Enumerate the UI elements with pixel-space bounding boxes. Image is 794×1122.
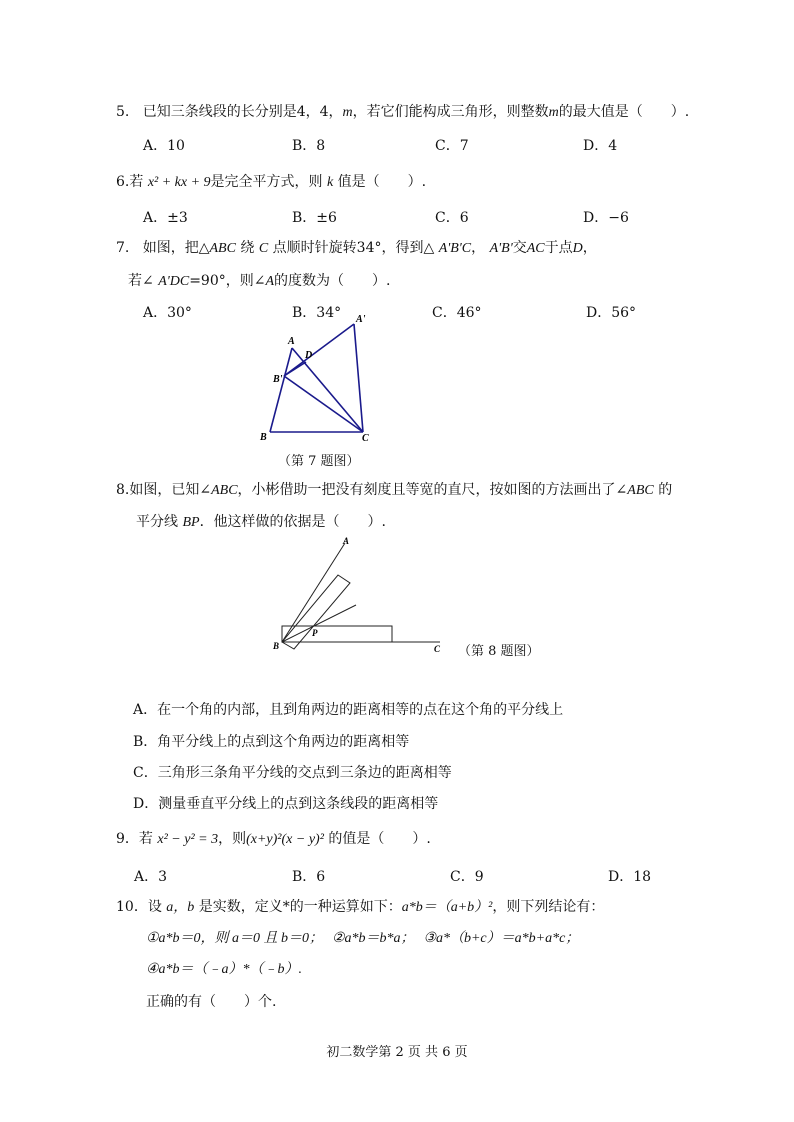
q6-text-a: 若 <box>129 174 144 190</box>
q7-text: 交 <box>512 240 527 256</box>
q9-number: 9． <box>116 831 139 847</box>
q8-bisector-bp: BP <box>182 515 200 530</box>
q10-stem <box>116 898 604 917</box>
q7-point-c: C <box>258 241 269 256</box>
q7-label-b-prime: B' <box>273 374 283 385</box>
q7-figure <box>250 310 390 445</box>
q7-text: 若∠ <box>128 273 154 289</box>
q9-expression-2: (x+y)²(x − y)² <box>246 832 324 847</box>
q10-statements-row2 <box>146 960 302 979</box>
q5-stem <box>116 103 689 122</box>
q7-figure-caption: （第 7 题图） <box>278 454 360 469</box>
q10-vars: a，b <box>166 900 195 915</box>
q10-number: 10． <box>116 899 148 915</box>
q7-number: 7. <box>116 240 130 256</box>
q9-text: 的值是（ ）. <box>328 831 431 847</box>
q5-var-m: m <box>342 105 353 120</box>
q8-label-a: A <box>343 536 350 546</box>
q10-text: ，则下列结论有： <box>492 899 605 915</box>
q8-text: 的 <box>658 482 673 498</box>
q7-triangle-a2b2c: A'B'C <box>438 241 472 256</box>
q9-option-b: B．6 <box>292 869 326 885</box>
q7-edge-a2c <box>354 324 363 432</box>
q6-option-c: C．6 <box>435 210 469 226</box>
q7-segment-a2b2: A'B' <box>489 241 513 256</box>
page-footer: 初二数学第 2 页 共 6 页 <box>326 1045 468 1060</box>
q8-text: 平分线 <box>136 514 178 530</box>
q7-text: 于点 <box>544 240 573 256</box>
q5-option-d: D．4 <box>583 138 618 154</box>
q7-label-a: A <box>288 336 295 347</box>
q6-number: 6. <box>116 174 130 190</box>
q7-point-d: D <box>572 241 583 256</box>
q10-definition: a*b＝（a+b）² <box>401 900 493 915</box>
q6-option-a: A．±3 <box>143 210 188 226</box>
q7-angle-a: A <box>265 274 275 289</box>
q6-text-b: 是完全平方式，则 <box>210 174 323 190</box>
q6-var-k: k <box>327 175 334 190</box>
q8-text: 如图，已知∠ <box>129 482 212 498</box>
q7-text: =90°，则∠ <box>189 273 266 289</box>
q8-figure-caption: （第 8 题图） <box>458 644 540 659</box>
q8-angle-abc: ABC <box>211 483 238 498</box>
q5-text-c: 的最大值是（ ）. <box>558 104 690 120</box>
q10-statement-3: ③a*（b+c）＝a*b+a*c； <box>423 931 580 946</box>
q7-triangle-abc: ABC <box>209 241 236 256</box>
q8-label-c: C <box>434 644 441 654</box>
q8-option-a: A．在一个角的内部，且到角两边的距离相等的点在这个角的平分线上 <box>133 702 564 718</box>
q7-text: ， <box>582 240 597 256</box>
q9-text: 若 <box>138 831 153 847</box>
q9-expression-1: x² − y² = 3 <box>157 832 219 847</box>
q7-edge-ab <box>270 348 292 432</box>
q5-text-a: 已知三条线段的长分别是4，4， <box>142 104 343 120</box>
q7-label-a-prime: A' <box>356 314 366 325</box>
q10-statement-1: ①a*b＝0，则 a＝0 且 b＝0； <box>146 931 324 946</box>
q8-text: ．他这样做的依据是（ ）. <box>199 514 387 530</box>
q8-label-p: P <box>312 628 318 638</box>
q5-option-b: B．8 <box>292 138 326 154</box>
q8-figure <box>268 535 453 657</box>
q8-text: ，小彬借助一把没有刻度且等宽的直尺，按如图的方法画出了∠ <box>237 482 628 498</box>
q9-stem <box>116 830 431 849</box>
q10-ask: 正确的有（ ）个. <box>146 994 277 1010</box>
q5-option-c: C．7 <box>435 138 469 154</box>
q9-text: ，则 <box>218 831 247 847</box>
q5-option-a: A．10 <box>143 138 185 154</box>
q8-angle-abc-2: ABC <box>627 483 654 498</box>
q7-stem-line2 <box>128 272 390 291</box>
q7-text: 如图，把△ <box>142 240 210 256</box>
q7-text: 绕 <box>240 240 255 256</box>
q5-number: 5. <box>116 104 130 120</box>
q7-angle-a2dc: A'DC <box>158 274 190 289</box>
q8-number: 8. <box>116 482 130 498</box>
q8-option-c: C．三角形三条角平分线的交点到三条边的距离相等 <box>133 765 452 781</box>
q10-text: 设 <box>147 899 162 915</box>
q9-option-a: A．3 <box>134 869 168 885</box>
q9-option-c: C．9 <box>450 869 484 885</box>
q7-stem-line1 <box>116 239 597 258</box>
q6-text-c: 值是（ ）. <box>337 174 427 190</box>
q7-label-d: D <box>305 350 313 361</box>
q8-ray-bp <box>282 605 356 642</box>
q7-text: 点顺时针旋转34°，得到△ <box>272 240 435 256</box>
q8-stem-line2 <box>136 513 386 532</box>
q6-option-d: D．−6 <box>583 210 629 226</box>
q10-text: 是实数，定义*的一种运算如下： <box>198 899 402 915</box>
q8-label-b: B <box>273 641 280 651</box>
q8-stem-line1 <box>116 481 672 500</box>
q7-option-a: A．30° <box>143 305 192 321</box>
q7-text: ， <box>471 240 486 256</box>
q8-option-b: B．角平分线上的点到这个角两边的距离相等 <box>133 734 410 750</box>
q7-label-c: C <box>362 433 369 444</box>
q9-option-d: D．18 <box>608 869 652 885</box>
q10-statement-2: ②a*b＝b*a； <box>331 931 415 946</box>
q10-statement-4: ④a*b＝（﹣a）*（﹣b）. <box>146 962 303 977</box>
q7-option-d: D．56° <box>586 305 637 321</box>
q7-text: 的度数为（ ）. <box>274 273 391 289</box>
q7-label-b: B <box>260 432 267 443</box>
q6-stem <box>116 173 426 192</box>
q8-option-d: D．测量垂直平分线上的点到这条线段的距离相等 <box>133 796 439 812</box>
q5-text-b: ，若它们能构成三角形，则整数 <box>352 104 549 120</box>
q6-option-b: B．±6 <box>292 210 337 226</box>
q10-statements-row1 <box>146 929 579 948</box>
q7-segment-ac: AC <box>526 241 545 256</box>
q7-option-b: B．34° <box>292 305 342 321</box>
q6-expression: x² + kx + 9 <box>147 175 211 190</box>
q5-var-m2: m <box>548 105 559 120</box>
q7-option-c: C．46° <box>432 305 482 321</box>
